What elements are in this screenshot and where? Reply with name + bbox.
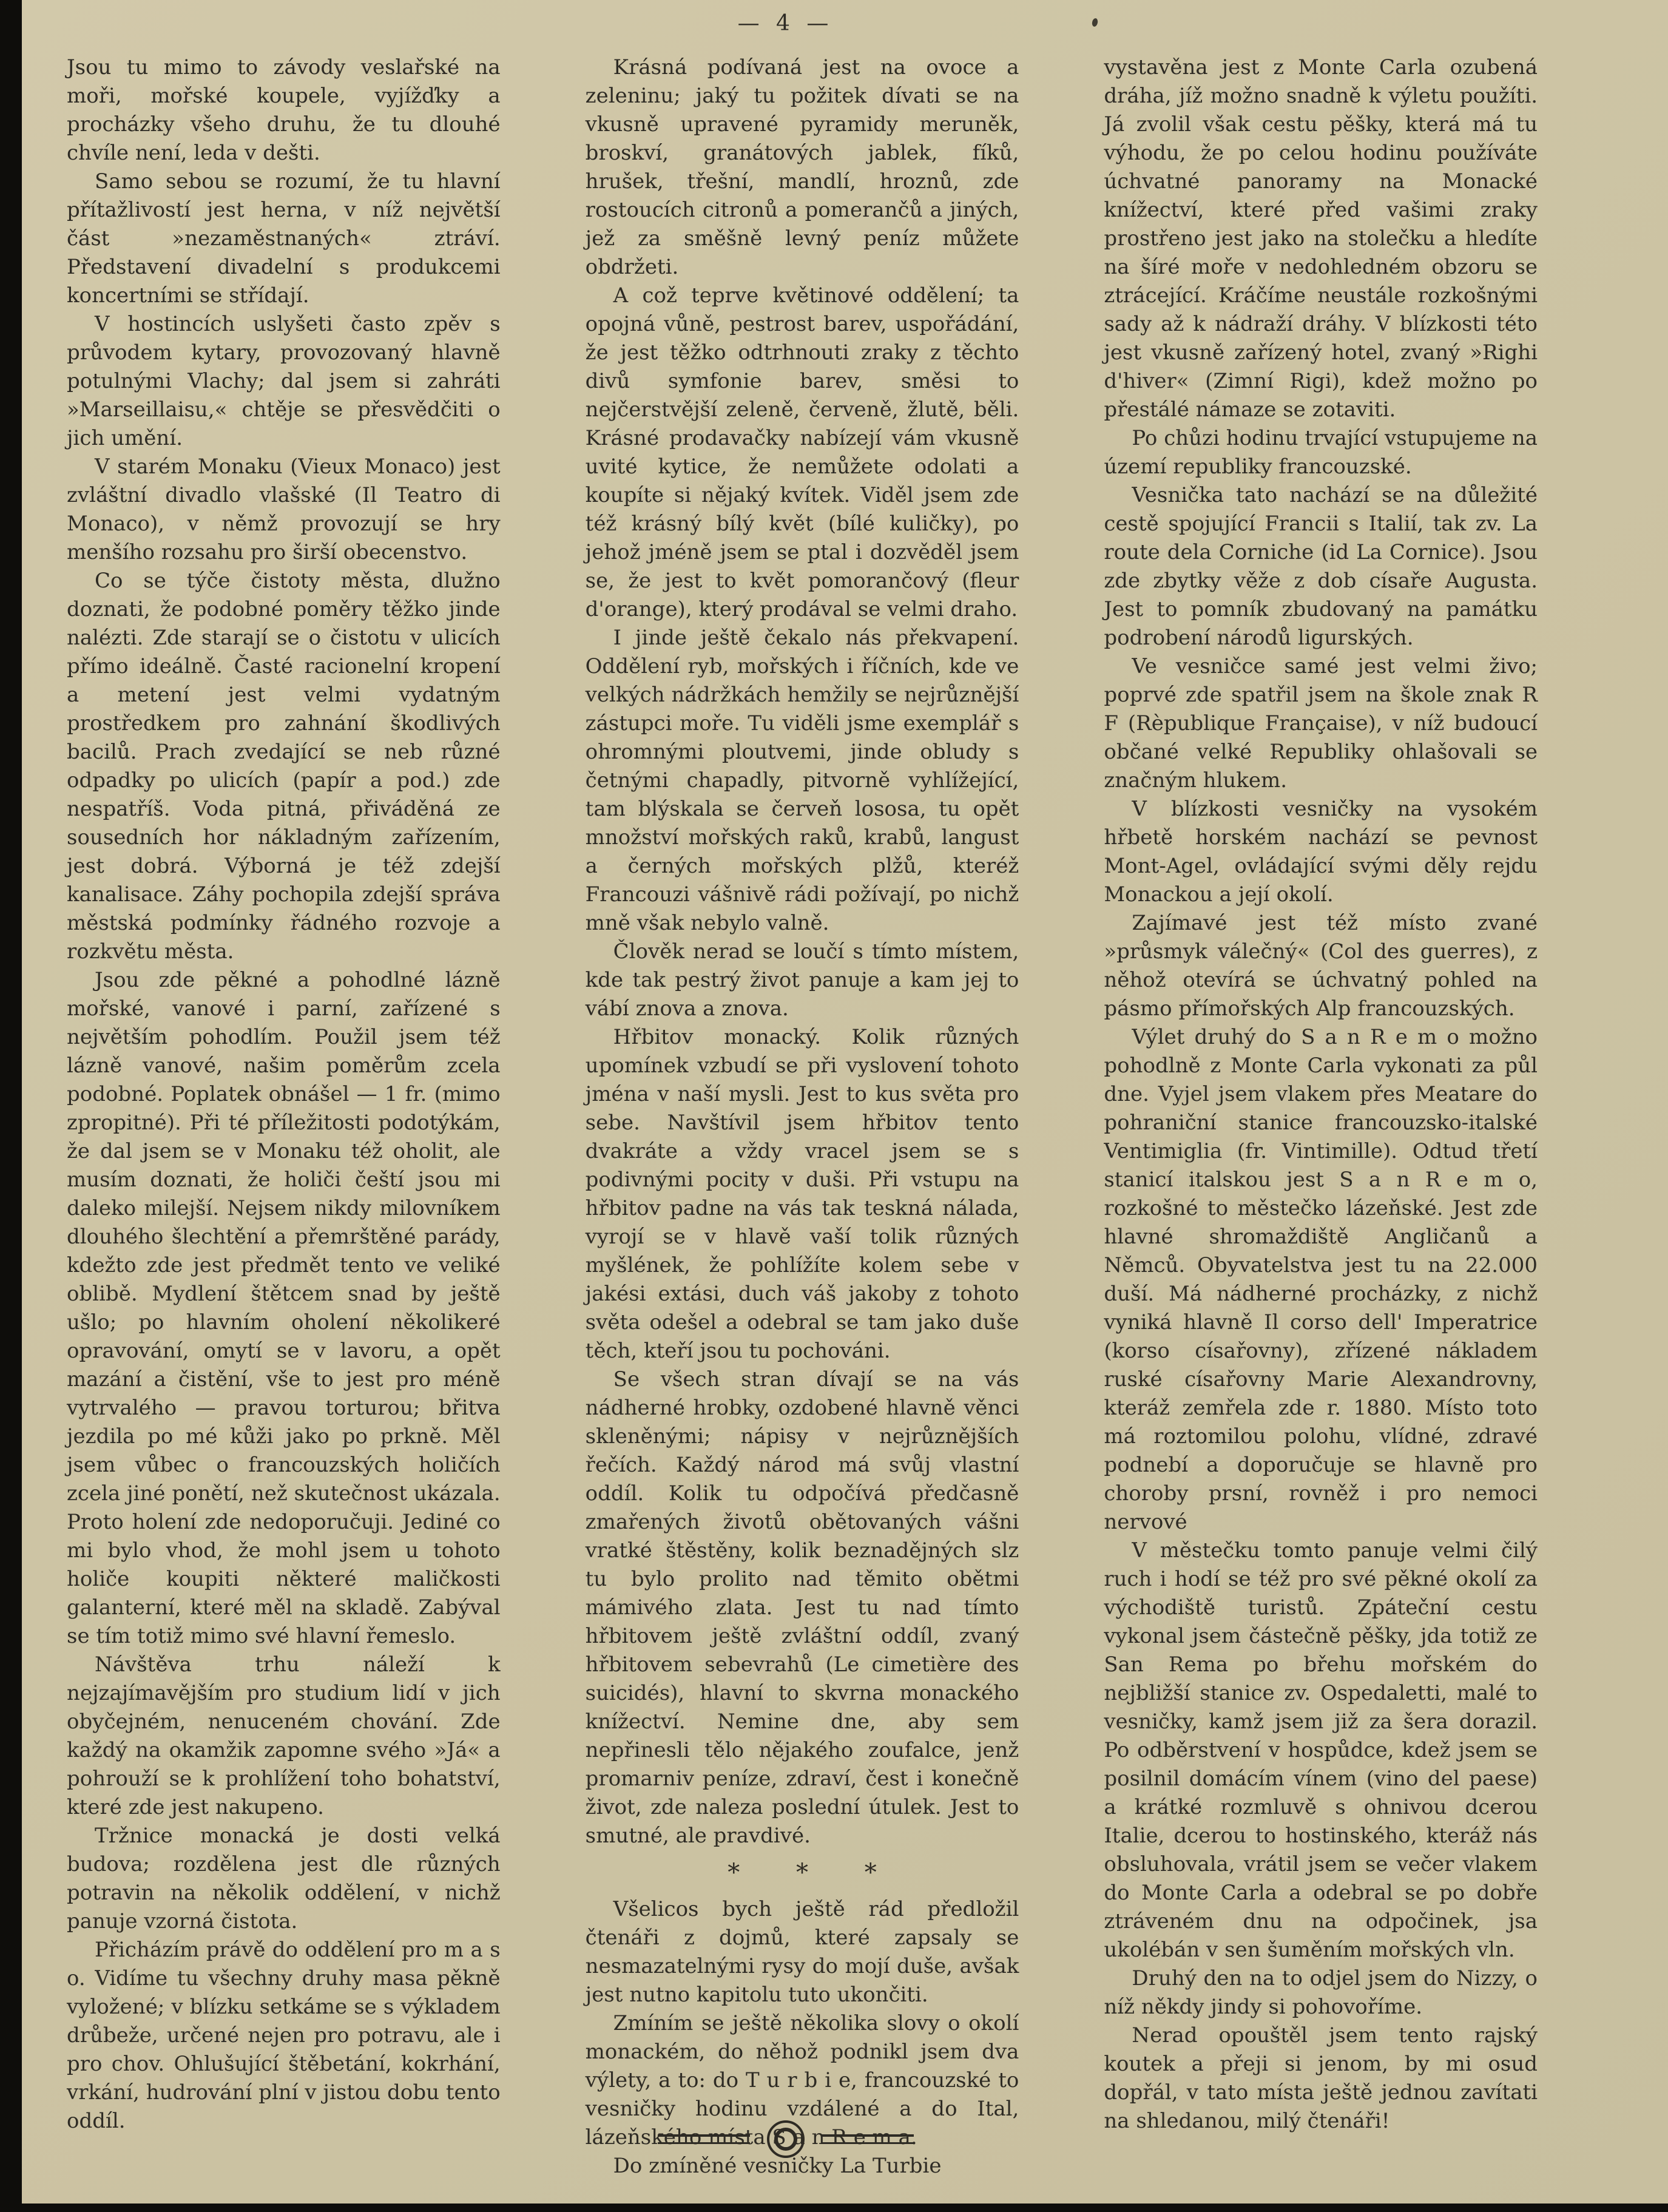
paragraph: V hostincích uslyšeti často zpěv s průvodem kytary, provozovaný hlavně potulnými Vlachy; dal jsem si zahráti »Marseillaisu,« chtěje se přesvědčiti o jich umění. xyxy=(67,312,501,450)
text-column-1 xyxy=(67,53,501,2180)
paragraph: Hřbitov monacký. Kolik různých upomínek vzbudí se při vyslovení tohoto jména v naší mysli. Jest to kus světa pro sebe. Navštívil jsem hřbitov tento dvakráte a vždy vracel jsem se s podivnými pocity v duši. Při vstupu na hřbitov padne na vás tak teskná nálada, vyrojí se v hlavě vaší tolik různých myšlének, že pohlížíte kolem sebe v jakési extási, duch váš jakoby z tohoto světa odešel a odebral se tam jako duše těch, kteří jsou tu pochováni. xyxy=(585,1025,1019,1363)
paragraph: Ve vesničce samé jest velmi živo; poprvé zde spatřil jsem na škole znak R F (Rèpublique Française), v níž budoucí občané velké Republiky ohlašovali se značným hlukem. xyxy=(1104,654,1538,793)
paragraph: Se všech stran dívají se na vás nádherné hrobky, ozdobené hlavně věnci skleněnými; nápisy v nejrůznějších řečích. Každý národ má svůj vlastní oddíl. Kolik tu odpočívá předčasně zmařených životů obětovaných vášni vratké štěstěny, kolik beznadějných slz tu bylo prolito nad těmito obětmi mámivého zlata. Jest tu nad tímto hřbitovem ještě zvláštní oddíl, zvaný hřbitovem sebevrahů (Le cimetière des suicidés), hlavní to skvrna monackého knížectví. Nemine dne, aby sem nepřinesli tělo nějakého zoufalce, jenž promarniv peníze, zdraví, čest i konečně život, zde naleza poslední útulek. Jest to smutné, ale pravdivé. xyxy=(585,1367,1019,1848)
paragraph: Samo sebou se rozumí, že tu hlavní přítažlivostí jest herna, v níž největší část »nezaměstnaných« ztráví. Představení divadelní s produkcemi koncertními se střídají. xyxy=(67,169,501,308)
text-column-2 xyxy=(586,53,1019,2180)
paragraph: Druhý den na to odjel jsem do Nizzy, o níž někdy jindy si pohovoříme. xyxy=(1104,1966,1538,2019)
paragraph: Jsou tu mimo to závody veslařské na moři, mořské koupele, vyjížďky a procházky všeho druhu, že tu dlouhé chvíle není, leda v dešti. xyxy=(67,55,501,165)
text-columns xyxy=(67,53,1538,2180)
paragraph: Zajímavé jest též místo zvané »průsmyk válečný« (Col des guerres), z něhož otevírá se úchvatný pohled na pásmo přímořských Alp francouzských. xyxy=(1104,911,1538,1021)
paragraph: V blízkosti vesničky na vysokém hřbetě horském nachází se pevnost Mont-Agel, ovládající svými děly rejdu Monackou a její okolí. xyxy=(1104,797,1538,907)
scan-edge-bottom xyxy=(0,2204,1668,2212)
paragraph: V starém Monaku (Vieux Monaco) jest zvláštní divadlo vlašské (Il Teatro di Monaco), v němž provozují se hry menšího rozsahu pro širší obecenstvo. xyxy=(67,455,501,564)
paragraph: Návštěva trhu náleží k nejzajímavějším pro studium lidí v jich obyčejném, nenuceném chování. Zde každý na okamžik zapomne svého »Já« a pohrouží se k prohlížení toho bohatství, které zde jest nakupeno. xyxy=(67,1652,501,1819)
circle-ornament-icon xyxy=(767,2120,805,2158)
paragraph: Vesnička tato nachází se na důležité cestě spojující Francii s Italií, tak zv. La route dela Corniche (id La Cornice). Jsou zde zbytky věže z dob císaře Augusta. Jest to pomník zbudovaný na památku podrobení národů ligurských. xyxy=(1104,483,1538,650)
paragraph: A což teprve květinové oddělení; ta opojná vůně, pestrost barev, uspořádání, že jest těžko odtrhnouti zraky z těchto divů symfonie barev, směsi to nejčerstvější zeleně, červeně, žlutě, běli. Krásné prodavačky nabízejí vám vkusně uvité kytice, že nemůžete odolati a koupíte si nějaký kvítek. Viděl jsem zde též krásný bílý květ (bílé kuličky), po jehož jméně jsem se ptal i dozvěděl jsem se, že jest to květ pomorančový (fleur d'orange), který prodával se velmi draho. xyxy=(585,283,1019,621)
circle-ornament-inner-icon xyxy=(774,2128,797,2151)
paragraph: Po chůzi hodinu trvající vstupujeme na území republiky francouzské. xyxy=(1104,426,1538,479)
paragraph: Výlet druhý do S a n R e m o možno pohodlně z Monte Carla vykonati za půl dne. Vyjel jsem vlakem přes Meatare do pohraniční stanice francouzsko-italské Ventimiglia (fr. Vintimille). Odtud třetí stanicí italskou jest S a n R e m o, rozkošné to městečko lázeňské. Jest zde hlavné shromaždiště Angličanů a Němců. Obyvatelstva jest tu na 22.000 duší. Má nádherné procházky, z nichž vyniká hlavně Il corso dell' Imperatrice (korso císařovny), zřízené nákladem ruské císařovny Marie Alexandrovny, kteráž zemřela zde r. 1880. Místo toto má roztomilou polohu, vlídné, zdravé podnebí a doporučuje se hlavně pro choroby prsní, rovněž i pro nemoci nervové xyxy=(1104,1025,1538,1534)
paragraph: Co se týče čistoty města, dlužno doznati, že podobné poměry těžko jinde nalézti. Zde starají se o čistotu v ulicích přímo ideálně. Časté racionelní kropení a metení jest velmi vydatným prostředkem pro zahnání škodlivých bacilů. Prach zvedající se neb různé odpadky po ulicích (papír a pod.) zde nespatříš. Voda pitná, přiváděná ze sousedních hor nákladným zařízením, jest dobrá. Výborná je též zdejší kanalisace. Záhy pochopila zdejší správa městská podmínky řádného rozvoje a rozkvětu města. xyxy=(67,569,501,964)
paragraph: Krásná podívaná jest na ovoce a zeleninu; jaký tu požitek dívati se na vkusně upravené pyramidy meruněk, broskví, granátových jablek, fíků, hrušek, třešní, mandlí, hroznů, zde rostoucích citronů a pomerančů a jiných, jež za směšně levný peníz můžete obdržeti. xyxy=(585,55,1019,279)
ornament-rule-right-icon xyxy=(822,2134,914,2144)
asterism-divider: * * * xyxy=(728,1859,901,1887)
ornament-rule-left-icon xyxy=(658,2134,750,2144)
paragraph: Nerad opouštěl jsem tento rajský koutek a přeji si jenom, by mi osud dopřál, v tato místa ještě jednou zavítati na shledanou, milý čtenáři! xyxy=(1104,2023,1538,2133)
paragraph: Přicházím právě do oddělení pro m a s o. Vidíme tu všechny druhy masa pěkně vyložené; v blízku setkáme se s výkladem drůbeže, určené nejen pro potravu, ale i pro chov. Ohlušující štěbetání, kokrhání, vrkání, hudrování plní v jistou dobu tento oddíl. xyxy=(67,1938,501,2133)
paragraph: Člověk nerad se loučí s tímto místem, kde tak pestrý život panuje a kam jej to vábí znova a znova. xyxy=(585,939,1019,1021)
footer-ornament xyxy=(0,2120,1571,2158)
page-number: — 4 — xyxy=(737,11,834,36)
text-column-3 xyxy=(1104,53,1538,2180)
paragraph: Jsou zde pěkné a pohodlné lázně mořské, vanové i parní, zařízené s největším pohodlím. Použil jsem též lázně vanové, našim poměrům zcela podobné. Poplatek obnášel — 1 fr. (mimo zpropitné). Při té příležitosti podotýkám, že dal jsem se v Monaku též oholit, ale musím doznati, že holiči čeští jsou mi daleko milejší. Nejsem nikdy milovníkem dlouhého šlechtění a přemrštěné parády, kdežto zde jest předmět tento ve veliké oblibě. Mydlení štětcem snad by ještě ušlo; po hlavním oholení několikeré opravování, omytí se v lavoru, a opět mazání a čistění, vše to jest pro méně vytrvalého — pravou torturou; břitva jezdila po mé kůži jako po prkně. Měl jsem vůbec o francouzských holičích zcela jiné ponětí, než skutečnost ukázala. Proto holení zde nedoporučuji. Jediné co mi bylo vhod, že mohl jsem u tohoto holiče koupiti některé maličkosti galanterní, které měl na skladě. Zabýval se tím totiž mimo své hlavní řemeslo. xyxy=(67,968,501,1648)
paragraph: V městečku tomto panuje velmi čilý ruch i hodí se též pro své pěkné okolí za východiště turistů. Zpáteční cestu vykonal jsem částečně pěšky, jda totiž ze San Rema po břehu mořském do nejbližší stanice zv. Ospedaletti, malé to vesničky, kamž jsem již za šera dorazil. Po odběrstvení v hospůdce, kdež jsem se posilnil domácím vínem (vino del paese) a krátké rozmluvě s ohnivou dcerou Italie, dcerou to hostinského, kteráž nás obsluhovala, vrátil jsem se večer vlakem do Monte Carla a odebral se po dobře ztráveném dnu na odpočinek, jsa ukolébán v sen šuměním mořských vln. xyxy=(1104,1538,1538,1962)
paragraph: Tržnice monacká je dosti velká budova; rozdělena jest dle různých potravin na několik oddělení, v nichž panuje vzorná čistota. xyxy=(67,1824,501,1933)
paragraph: Všelicos bych ještě rád předložil čtenáři z dojmů, které zapsaly se nesmazatelnými rysy do mojí duše, avšak jest nutno kapitolu tuto ukončiti. xyxy=(585,1897,1019,2007)
paragraph: Zmíním se ještě několika slovy o okolí monackém, do něhož podnikl jsem dva výlety, a to: do T u r b i e, francouzské to vesničky hodinu vzdálené a do Ital, lázeňského místa S a n R e m a. xyxy=(585,2011,1019,2149)
paragraph: vystavěna jest z Monte Carla ozubená dráha, jíž možno snadně k výletu použíti. Já zvolil však cestu pěšky, která má tu výhodu, že po celou hodinu používáte úchvatné panoramy na Monacké knížectví, které před vašimi zraky prostřeno jest jako na stolečku a hledíte na šíré moře v nedohledném obzoru se ztrácející. Kráčíme neustále rozkošnými sady až k nádraží dráhy. V blízkosti této jest vkusně zařízený hotel, zvaný »Righi d'hiver« (Zimní Rigi), kdež možno po přestálé námaze se zotaviti. xyxy=(1104,55,1538,422)
paragraph: Do zmíněné vesničky La Turbie xyxy=(613,2154,942,2178)
paragraph: I jinde ještě čekalo nás překvapení. Oddělení ryb, mořských i říčních, kde ve velkých nádržkách hemžily se nejrůznější zástupci moře. Tu viděli jsme exemplář s ohromnými ploutvemi, jinde obludy s četnými chapadly, pitvorně vyhlížející, tam blýskala se červeň lososa, tu opět množství mořských raků, krabů, langust a černých mořských plžů, kteréž Francouzi vášnivě rádi požívají, po nichž mně však nebylo valně. xyxy=(585,626,1019,935)
scan-edge-left xyxy=(0,0,22,2212)
